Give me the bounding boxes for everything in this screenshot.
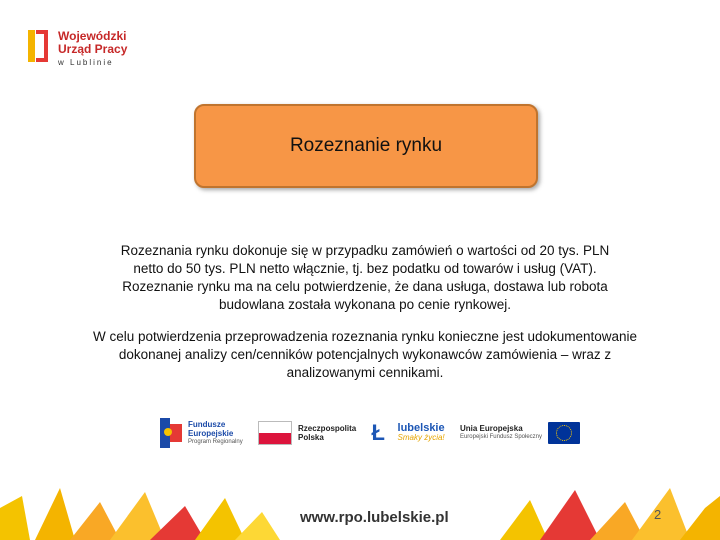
p1-line: budowlana została wykonana po cenie rynkowej. bbox=[219, 297, 511, 312]
fe-line-2: Europejskie bbox=[188, 428, 234, 438]
slide-title-text: Rozeznanie rynku bbox=[289, 135, 443, 156]
p2-line: W celu potwierdzenia przeprowadzenia rozeznania rynku konieczne jest udokumentowanie bbox=[92, 329, 638, 344]
unia-europejska-logo bbox=[460, 422, 580, 444]
wup-logo-text bbox=[58, 30, 127, 69]
eu-line-2: Europejski Fundusz Społeczny bbox=[459, 434, 542, 440]
p2-line: dokonanej analizy cen/cenników potencjalnych wykonawców zamówienia – wraz z bbox=[118, 347, 612, 362]
logo-line-3: w Lublinie bbox=[58, 58, 114, 67]
funding-logos bbox=[160, 408, 580, 458]
lubelskie-slogan: Smaky życia! bbox=[397, 433, 445, 442]
wup-logo bbox=[28, 30, 127, 69]
slide-title bbox=[194, 104, 538, 188]
p1-line: netto do 50 tys. PLN netto włącznie, tj. bez podatku od towarów i usług (VAT). bbox=[133, 261, 597, 276]
fe-line-1: Fundusze bbox=[188, 419, 226, 429]
fundusze-europejskie-logo bbox=[160, 418, 243, 448]
fe-line-3: Program Regionalny bbox=[188, 438, 243, 445]
paragraph-2 bbox=[50, 328, 680, 382]
eu-flag-icon bbox=[548, 422, 580, 444]
paragraph-1 bbox=[90, 242, 640, 314]
page-number: 2 bbox=[654, 507, 662, 522]
lubelskie-logo bbox=[372, 421, 445, 445]
eu-line-1: Unia Europejska bbox=[459, 424, 523, 433]
p1-line: Rozeznanie rynku ma na celu potwierdzenie, że dana usługa, dostawa lub robota bbox=[122, 279, 608, 294]
logo-line-2: Urząd Pracy bbox=[58, 42, 128, 56]
fundusze-europejskie-icon bbox=[160, 418, 182, 448]
lubelskie-icon: Ł bbox=[371, 420, 385, 445]
footer-url: www.rpo.lubelskie.pl bbox=[300, 509, 449, 526]
wup-logo-mark bbox=[28, 30, 50, 62]
p2-line: analizowanymi cennikami. bbox=[286, 365, 444, 380]
rp-line-2: Polska bbox=[298, 433, 324, 442]
p1-line: Rozeznania rynku dokonuje się w przypadku zamówień o wartości od 20 tys. PLN bbox=[120, 243, 610, 258]
logo-line-1: Wojewódzki bbox=[58, 29, 127, 43]
lubelskie-name: lubelskie bbox=[397, 422, 445, 434]
rp-line-1: Rzeczpospolita bbox=[298, 424, 357, 433]
rzeczpospolita-logo bbox=[258, 421, 356, 445]
polish-flag-icon bbox=[258, 421, 292, 445]
